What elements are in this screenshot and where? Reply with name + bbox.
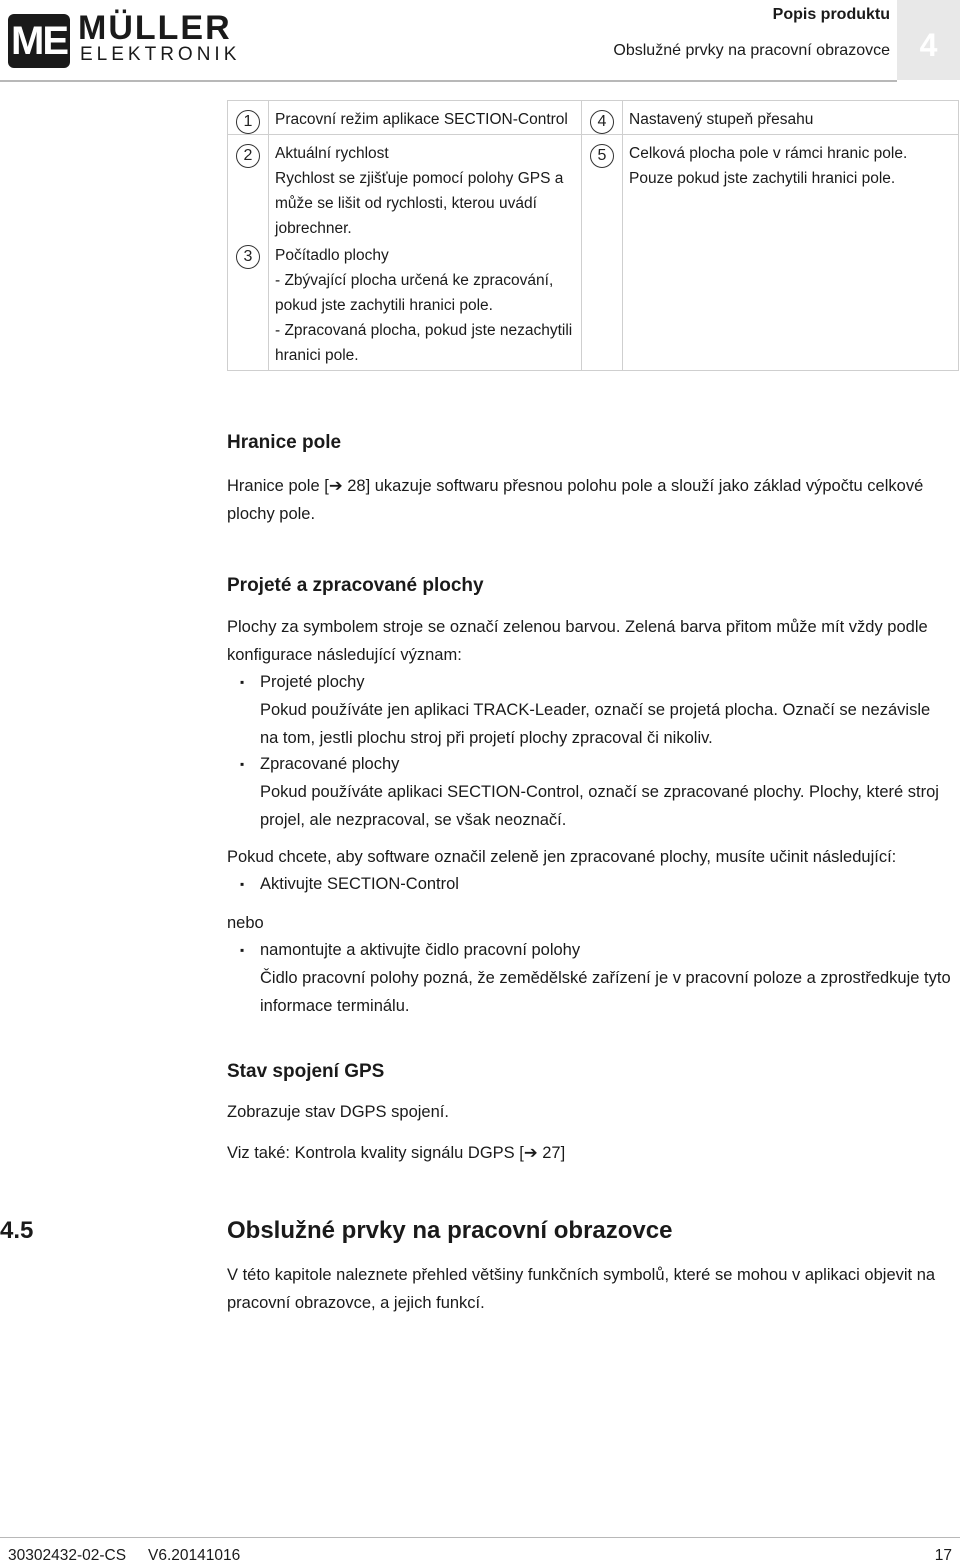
bullet-icon: ▪ [240,877,245,891]
legend-text: Počítadlo plochy [275,247,389,264]
legend-text: Celková plocha pole v rámci hranic pole. [629,145,908,162]
list-item: ▪ Projeté plochy Pokud používáte jen aplikaci TRACK-Leader, označí se projetá plocha. Označí se nezávisle na tom, jestli plochu stroj při projetí plochy zpracoval či nikoliv. [240,668,952,752]
reference-link[interactable]: 27] [537,1144,566,1162]
legend-text: Pracovní režim aplikace SECTION-Control [275,111,568,128]
chapter-tab: 4 [897,0,960,80]
logo-elektronik: ELEKTRONIK [80,44,241,65]
heading-hranice-pole: Hranice pole [227,432,342,453]
arrow-icon: ➔ [523,1144,538,1162]
section-heading: Obslužné prvky na pracovní obrazovce [227,1217,673,1244]
legend-text: - Zpracovaná plocha, pokud jste nezachytili hranici pole. [275,322,573,364]
legend-number: 5 [590,144,614,168]
legend-number: 2 [236,144,260,168]
header-subtitle: Obslužné prvky na pracovní obrazovce [613,42,890,59]
legend-row [228,101,959,135]
footer-divider [0,1537,960,1538]
paragraph-gps: Zobrazuje stav DGPS spojení. [227,1103,449,1121]
arrow-icon: ➔ [328,477,343,495]
header-title: Popis produktu [772,6,890,23]
legend-text: Rychlost se zjišťuje pomocí polohy GPS a může se lišit od rychlosti, kterou uvádí jobrechner. [275,170,564,237]
paragraph-projete-intro: Plochy za symbolem stroje se označí zelenou barvou. Zelená barva přitom může mít vždy podle konfigurace následující význam: [227,618,928,664]
bullet-icon: ▪ [240,757,245,771]
header-divider [0,80,897,82]
legend-number: 4 [590,110,614,134]
legend-text: Nastavený stupeň přesahu [629,111,814,128]
footer-doc-number: 30302432-02-CS [8,1547,127,1564]
footer-page-number: 17 [934,1547,952,1564]
paragraph-instruction: Pokud chcete, aby software označil zeleně jen zpracované plochy, musíte učinit následující: [227,848,897,866]
paragraph-chapter45: V této kapitole naleznete přehled většiny funkčních symbolů, které se mohou v aplikaci objevit na pracovní obrazovce, a jejich funkcí. [227,1266,936,1312]
list-item: ▪ Aktivujte SECTION-Control [240,870,952,898]
heading-stav-gps: Stav spojení GPS [227,1061,385,1082]
list-item: ▪ Zpracované plochy Pokud používáte aplikaci SECTION-Control, označí se zpracované plochy. Plochy, které stroj projel, ale nezpracoval, se však neoznačí. [240,750,952,834]
section-number: 4.5 [0,1217,34,1244]
legend-row [228,135,959,371]
logo-muller: MÜLLER [78,9,232,47]
legend-number: 1 [236,110,260,134]
logo-me: ME [8,14,70,68]
paragraph-hranice: Hranice pole [➔ 28] ukazuje softwaru přesnou polohu pole a slouží jako základ výpočtu celkové plochy pole. [227,477,924,523]
heading-projete-plochy: Projeté a zpracované plochy [227,575,484,596]
legend-table [227,100,959,371]
footer-version: V6.20141016 [148,1547,241,1564]
paragraph-see-also: Viz také: Kontrola kvality signálu DGPS [➔ 27] [227,1144,566,1162]
bullet-icon: ▪ [240,675,245,689]
legend-text: - Zbývající plocha určená ke zpracování, pokud jste zachytili hranici pole. [275,272,554,314]
legend-text: Pouze pokud jste zachytili hranici pole. [629,170,896,187]
reference-link[interactable]: 28] ukazuje softwaru přesnou polohu pole a slouží jako základ výpočtu celkové plochy pole. [227,477,924,523]
legend-number: 3 [236,245,260,269]
legend-text: Aktuální rychlost [275,145,389,162]
list-item: ▪ namontujte a aktivujte čidlo pracovní polohy Čidlo pracovní polohy pozná, že zemědělské zařízení je v pracovní poloze a zprostředkuje tyto informace terminálu. [240,936,952,1020]
bullet-icon: ▪ [240,943,245,957]
paragraph-or: nebo [227,914,264,932]
